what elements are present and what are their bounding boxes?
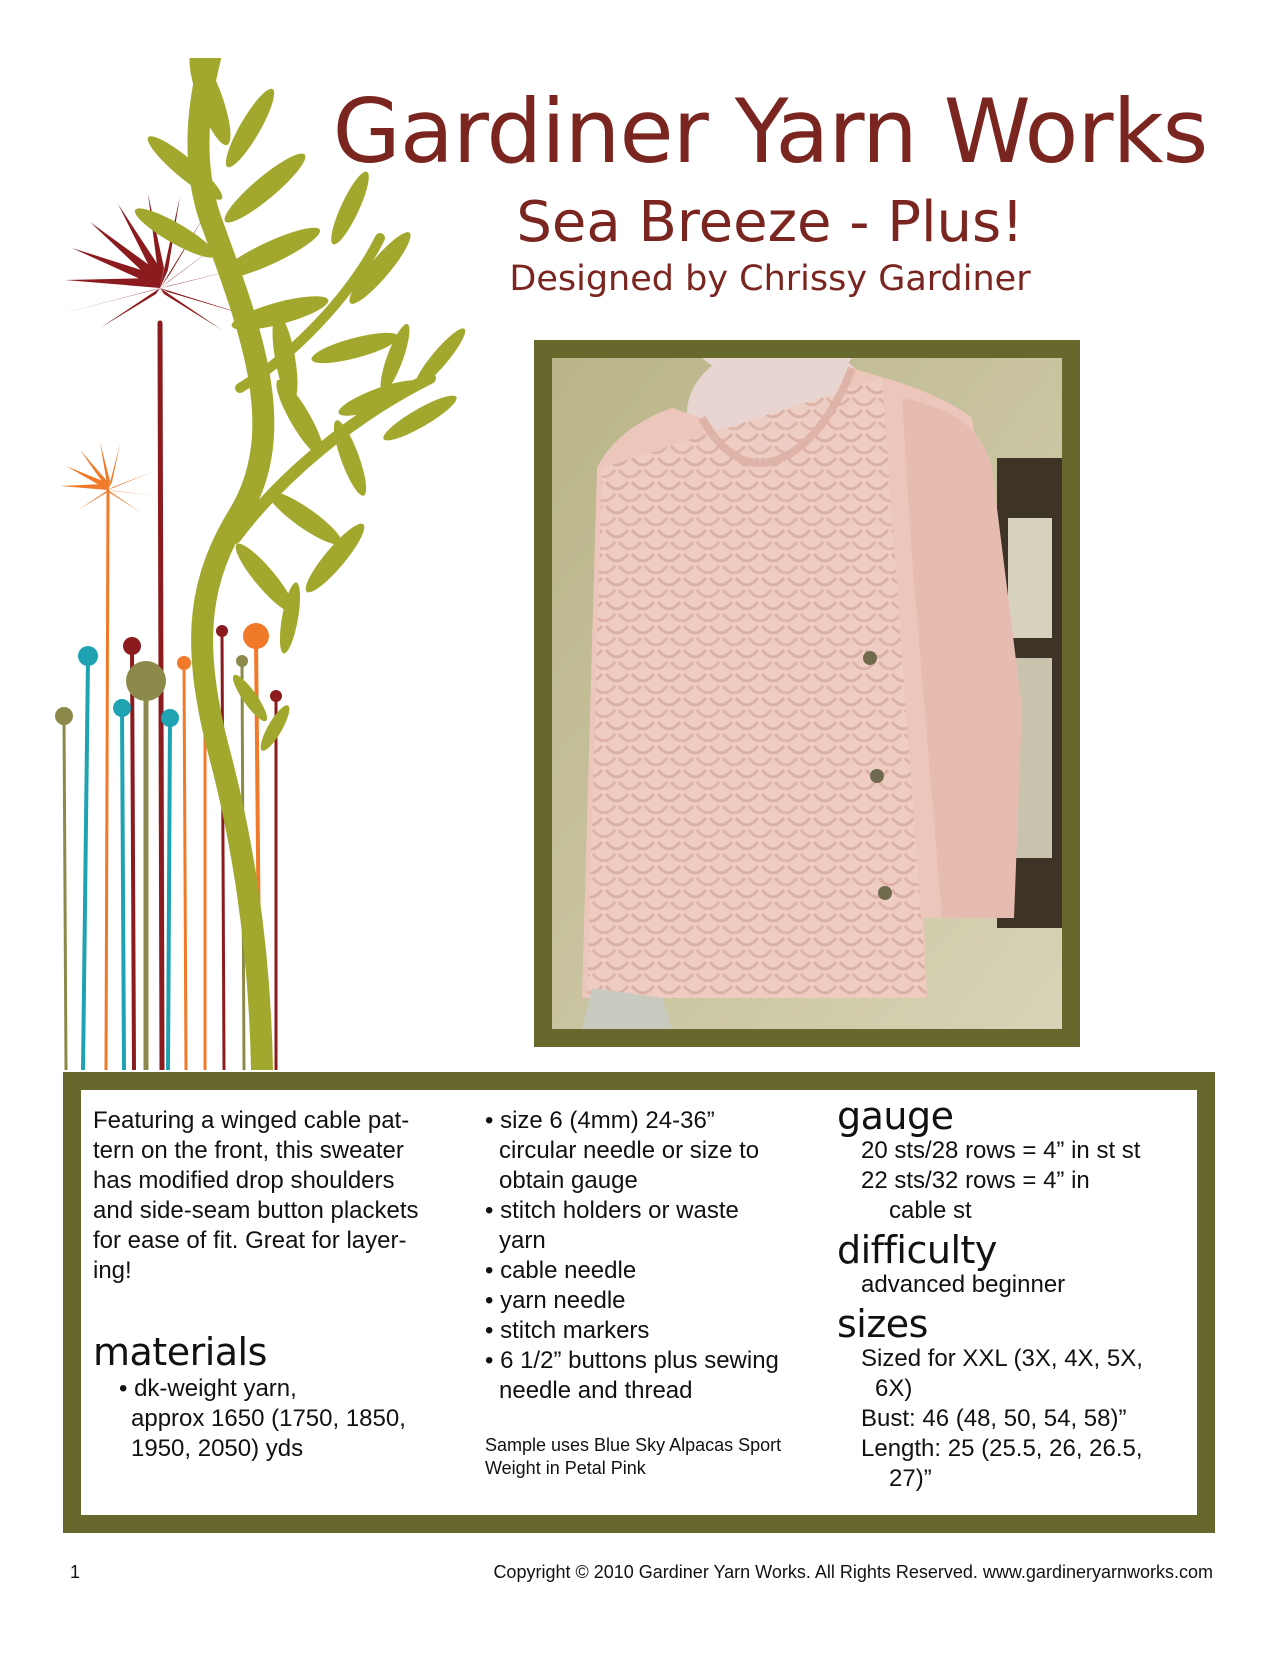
info-column-description <box>93 1106 453 1464</box>
info-column-materials <box>485 1106 815 1480</box>
sample-note: Sample uses Blue Sky Alpacas Sport Weight in Petal Pink <box>485 1435 782 1478</box>
sizes-sized-for: Sized for XXL (3X, 4X, 5X, <box>861 1345 1143 1372</box>
sweater-photo-frame <box>534 340 1080 1047</box>
brand-title: Gardiner Yarn Works <box>332 80 1208 183</box>
materials-item: • 6 1/2” buttons plus sewing needle and thread <box>485 1347 779 1404</box>
copyright-notice: Copyright © 2010 Gardiner Yarn Works. All Rights Reserved. www.gardineryarnworks.com <box>493 1562 1213 1582</box>
sizes-heading: sizes <box>837 1302 928 1346</box>
materials-item: • yarn needle <box>485 1287 626 1314</box>
sizes-sized-for-cont: 6X) <box>875 1375 913 1402</box>
difficulty-heading: difficulty <box>837 1228 997 1272</box>
gauge-stockinette: 20 sts/28 rows = 4” in st st <box>861 1137 1141 1164</box>
materials-item: • stitch holders or waste yarn <box>485 1197 739 1254</box>
page-number: 1 <box>70 1562 81 1582</box>
sweater-photo <box>552 358 1062 1029</box>
materials-heading: materials <box>93 1330 267 1374</box>
pattern-info-content <box>81 1090 1197 1515</box>
gauge-cable: 22 sts/32 rows = 4” in <box>861 1167 1090 1194</box>
difficulty-value: advanced beginner <box>861 1271 1066 1298</box>
pattern-info-panel <box>63 1072 1215 1533</box>
gauge-heading: gauge <box>837 1094 954 1138</box>
gauge-cable-cont: cable st <box>889 1197 972 1224</box>
pattern-name: Sea Breeze - Plus! <box>516 190 1024 255</box>
description: Featuring a winged cable pat- tern on the front, this sweater has modified drop shoulders and side-seam button plackets for ease of fit. Great for layer- ing! <box>93 1107 419 1284</box>
info-column-specs <box>837 1096 1177 1494</box>
sizes-length: Length: 25 (25.5, 26, 26.5, <box>861 1435 1143 1462</box>
materials-item: • size 6 (4mm) 24-36” circular needle or size to obtain gauge <box>485 1107 760 1194</box>
sizes-length-cont: 27)” <box>889 1465 932 1492</box>
materials-item: • stitch markers <box>485 1317 650 1344</box>
sizes-bust: Bust: 46 (48, 50, 54, 58)” <box>861 1405 1127 1432</box>
materials-item: • cable needle <box>485 1257 637 1284</box>
materials-yarn: • dk-weight yarn, approx 1650 (1750, 1850, 1950, 2050) yds <box>119 1375 406 1462</box>
designer-credit: Designed by Chrissy Gardiner <box>509 259 1031 299</box>
